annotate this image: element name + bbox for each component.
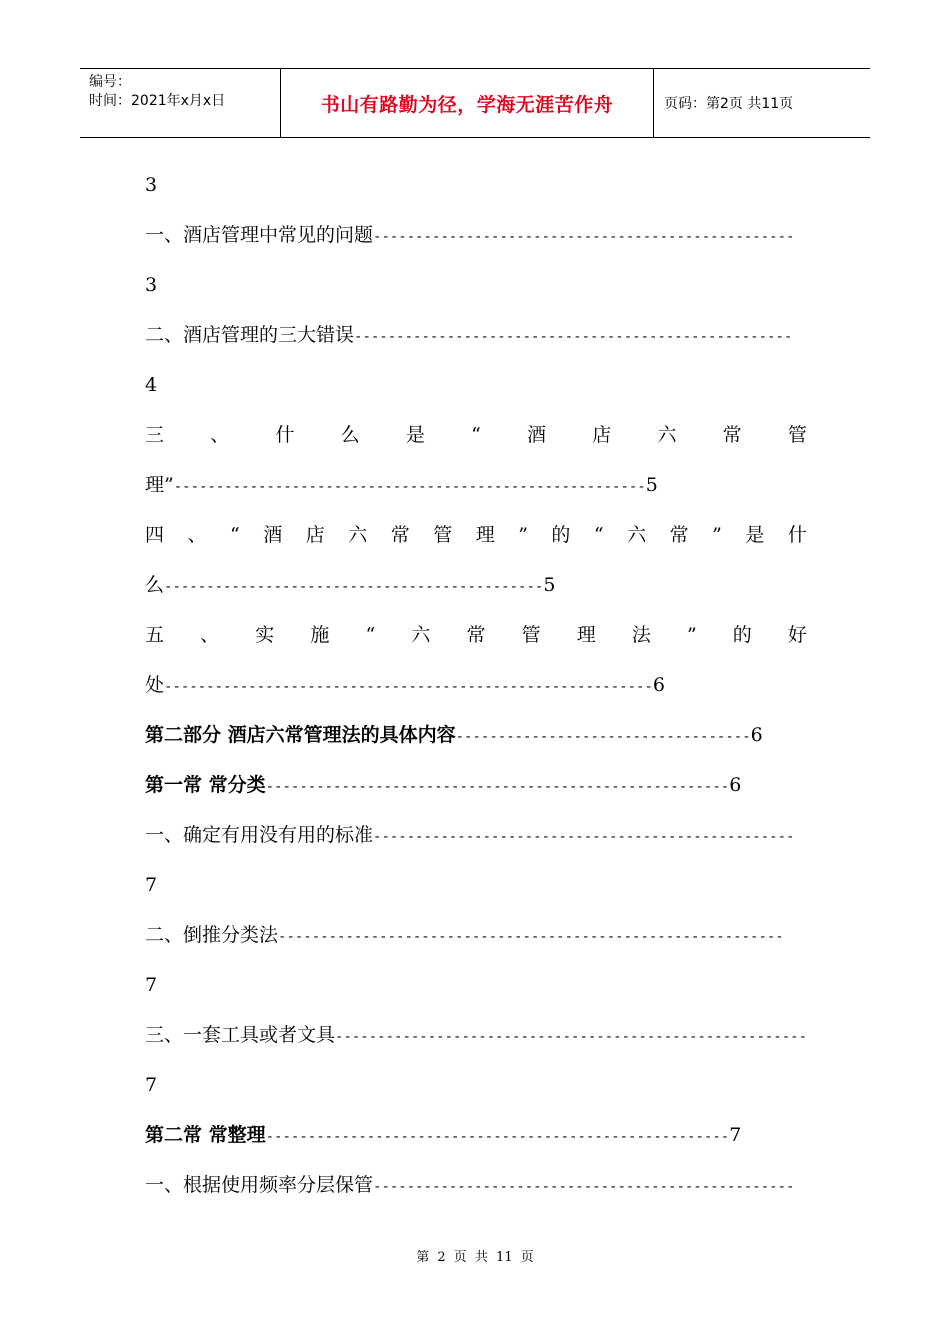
toc-entry <box>145 1160 807 1210</box>
toc-char: 施 <box>310 624 330 646</box>
toc-page-number: 5 <box>543 574 556 596</box>
toc-leader: -------------------------------------------------- <box>373 229 795 245</box>
toc-char: 酒 <box>527 424 547 446</box>
toc-char: ” <box>686 624 697 646</box>
toc-leader: -------------------------------------------------------- <box>335 1029 807 1045</box>
toc-entry-title: 三、一套工具或者文具 <box>145 1024 336 1046</box>
toc-entry-title: 二、酒店管理的三大错误 <box>145 324 355 346</box>
toc-char: 实 <box>255 624 275 646</box>
toc-entry-justified <box>145 610 807 660</box>
toc-leader: --------------------------------------------- <box>164 579 544 595</box>
toc-entry <box>145 810 807 860</box>
toc-page-number: 6 <box>729 774 742 796</box>
toc-char: 店 <box>592 424 612 446</box>
toc-leader: -------------------------------------------------- <box>373 829 795 845</box>
toc-char: 五 <box>145 624 165 646</box>
toc-char: “ <box>365 624 376 646</box>
toc-leader: ---------------------------------------------------------- <box>164 679 653 695</box>
toc-char: 店 <box>305 524 325 546</box>
toc-entry-title: 一、根据使用频率分层保管 <box>145 1174 374 1196</box>
toc-page-number: 7 <box>145 1074 158 1096</box>
toc-entry-title: 第二常 常整理 <box>145 1124 266 1146</box>
header-motto: 书山有路勤为径，学海无涯苦作舟 <box>281 69 654 137</box>
toc-char: 好 <box>787 624 807 646</box>
toc-page-number: 3 <box>145 274 158 296</box>
toc-entry <box>145 210 807 260</box>
toc-char: 什 <box>275 424 295 446</box>
toc-char: 、 <box>200 624 220 646</box>
toc-char: ” <box>518 524 528 546</box>
toc-entry-title: 第一常 常分类 <box>145 774 266 796</box>
toc-char: 管 <box>787 424 807 446</box>
toc-char: 常 <box>722 424 742 446</box>
toc-entry <box>145 660 807 710</box>
toc-entry <box>145 1010 807 1060</box>
page-header <box>80 68 870 138</box>
toc-entry <box>145 460 807 510</box>
toc-entry-title: 一、酒店管理中常见的问题 <box>145 224 374 246</box>
toc-page-number: 7 <box>145 874 158 896</box>
toc-leader: -------------------------------------------------------- <box>173 479 646 495</box>
toc-char: ” <box>712 524 722 546</box>
table-of-contents <box>145 160 807 1210</box>
header-meta <box>80 69 281 137</box>
toc-char: 什 <box>787 524 807 546</box>
toc-char: 六 <box>657 424 677 446</box>
toc-leader: ----------------------------------- <box>455 729 751 745</box>
toc-char: 管 <box>433 524 453 546</box>
toc-section-heading <box>145 710 807 760</box>
toc-entry-title: 一、确定有用没有用的标准 <box>145 824 374 846</box>
toc-leader: ------------------------------------------------------------ <box>278 929 784 945</box>
toc-char: 管 <box>521 624 541 646</box>
toc-entry-justified <box>145 410 807 460</box>
toc-char: 的 <box>732 624 752 646</box>
toc-char: 法 <box>631 624 651 646</box>
header-page-info: 页码：第2页 共11页 <box>664 96 794 112</box>
toc-page-number: 7 <box>145 974 158 996</box>
toc-leader: ------------------------------------------------------- <box>265 1129 730 1145</box>
toc-leader: ---------------------------------------------------- <box>354 329 793 345</box>
toc-char: 理 <box>576 624 596 646</box>
toc-char: 常 <box>669 524 689 546</box>
toc-page-number: 6 <box>652 674 665 696</box>
toc-char: 六 <box>627 524 647 546</box>
toc-char: 常 <box>390 524 410 546</box>
toc-section-heading <box>145 1110 807 1160</box>
toc-page-number: 4 <box>145 374 158 396</box>
toc-entry-title: 么 <box>145 574 165 596</box>
toc-char: 、 <box>210 424 230 446</box>
toc-char: 六 <box>411 624 431 646</box>
toc-char: “ <box>593 524 604 546</box>
toc-entry-justified <box>145 510 807 560</box>
toc-char: 是 <box>405 424 425 446</box>
toc-page-number: 5 <box>645 474 658 496</box>
toc-entry <box>145 560 807 610</box>
toc-char: “ <box>230 524 240 546</box>
toc-entry-title: 处 <box>145 674 165 696</box>
toc-leader: -------------------------------------------------- <box>373 1179 795 1195</box>
toc-char: 、 <box>187 524 207 546</box>
toc-entry-title: 理” <box>145 474 174 496</box>
toc-leader: ------------------------------------------------------- <box>265 779 730 795</box>
toc-page-number: 6 <box>750 724 763 746</box>
toc-entry-title: 第二部分 酒店六常管理法的具体内容 <box>145 724 456 746</box>
toc-char: “ <box>471 424 481 446</box>
toc-section-heading <box>145 760 807 810</box>
toc-char: 理 <box>475 524 495 546</box>
number-label: 编号： <box>89 74 131 90</box>
toc-entry-title: 二、倒推分类法 <box>145 924 279 946</box>
toc-char: 六 <box>348 524 368 546</box>
page-footer: 第 2 页 共 11 页 <box>416 1250 534 1265</box>
toc-page-number: 7 <box>729 1124 742 1146</box>
toc-char: 是 <box>745 524 765 546</box>
toc-char: 三 <box>145 424 165 446</box>
toc-char: 么 <box>340 424 360 446</box>
toc-entry <box>145 910 807 960</box>
toc-page-number: 3 <box>145 174 158 196</box>
toc-entry <box>145 310 807 360</box>
toc-char: 四 <box>145 524 165 546</box>
toc-char: 常 <box>466 624 486 646</box>
toc-char: 的 <box>551 524 571 546</box>
time-label: 时间：2021年x月x日 <box>89 93 226 109</box>
toc-char: 酒 <box>263 524 283 546</box>
